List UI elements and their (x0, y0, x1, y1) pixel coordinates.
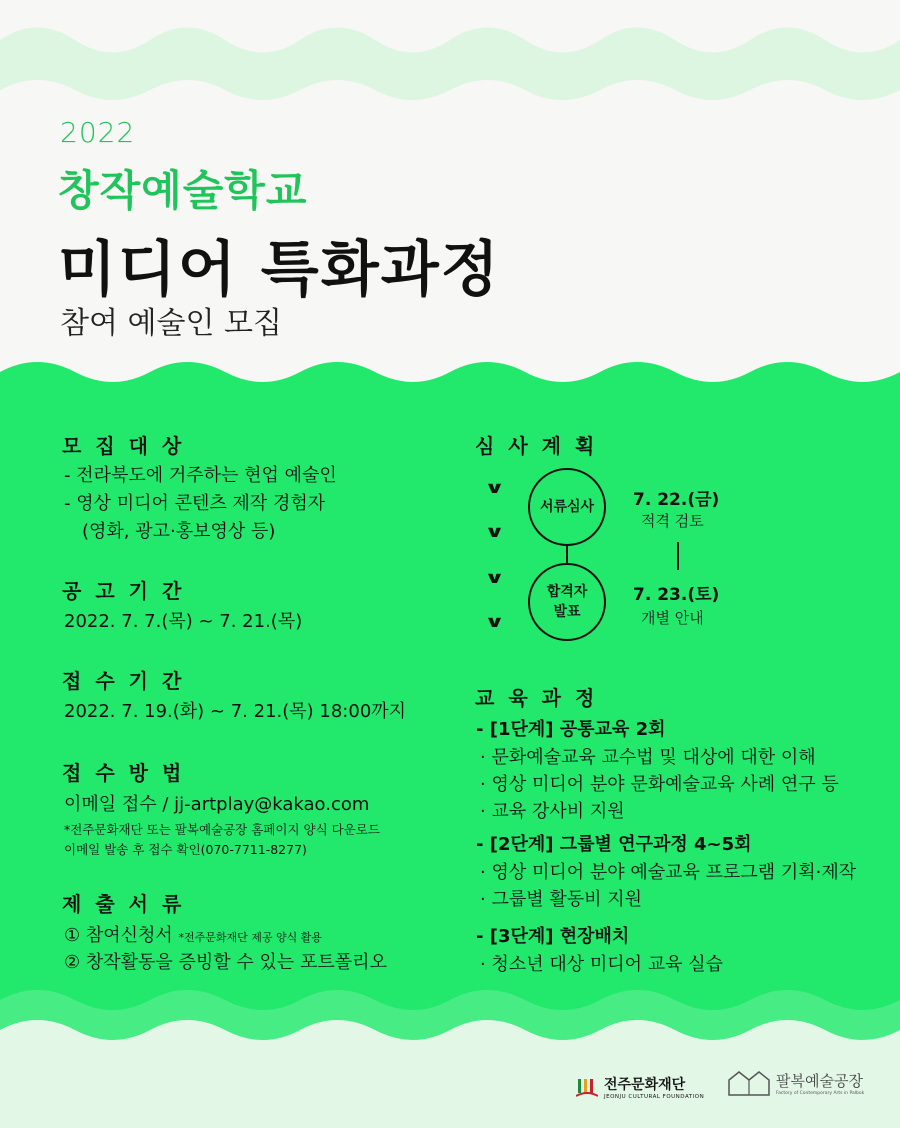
chevron-down-icon: ∨ (484, 522, 505, 541)
review-step-1-desc: 적격 검토 (641, 512, 704, 530)
review-step-1-date: 7. 22.(금) (633, 490, 720, 510)
notice-period-value: 2022. 7. 7.(목) ~ 7. 21.(목) (64, 611, 303, 632)
subtitle: 참여 예술인 모집 (60, 306, 282, 341)
jeonju-cultural-foundation-logo (576, 1074, 704, 1100)
curriculum-stage-1-item: · 문화예술교육 교수법 및 대상에 대한 이해 (480, 747, 816, 768)
top-wave (0, 28, 900, 101)
documents-item-2: ② 창작활동을 증빙할 수 있는 포트폴리오 (64, 952, 387, 973)
documents-title: 제출서류 (62, 892, 196, 916)
review-step-1-label: 서류심사 (539, 498, 595, 515)
documents-item-1-note: *전주문화재단 제공 양식 활용 (178, 931, 323, 944)
title-main: 창작예술학교 (58, 166, 308, 215)
apply-period-value: 2022. 7. 19.(화) ~ 7. 21.(목) 18:00까지 (64, 701, 407, 722)
target-item-1: - 전라북도에 거주하는 현업 예술인 (64, 465, 337, 486)
apply-method-value: 이메일 접수 / jj-artplay@kakao.com (64, 794, 370, 815)
review-title: 심사계획 (475, 434, 609, 458)
logo2-name: 팔복예술공장 (776, 1072, 863, 1090)
review-step-2-label (547, 582, 588, 623)
documents-item-1-label: ① 참여신청서 (64, 925, 173, 946)
curriculum-stage-1-item: · 영상 미디어 분야 문화예술교육 사례 연구 등 (480, 774, 839, 795)
review-step-2 (528, 563, 606, 641)
apply-method-title: 접수방법 (62, 761, 196, 785)
review-step-2-line-2: 발표 (553, 604, 581, 620)
foundation-mark-icon (576, 1076, 598, 1098)
chevron-down-icon: ∨ (484, 612, 505, 631)
curriculum-stage-3-item: · 청소년 대상 미디어 교육 실습 (480, 954, 723, 975)
apply-method-note-2: 이메일 발송 후 접수 확인(070-7711-8277) (64, 842, 307, 857)
logo2-sub: Factory of Contemporary Arts in Palbok (776, 1091, 865, 1096)
curriculum-stage-2-item: · 그룹별 활동비 지원 (480, 889, 642, 910)
review-step-2-line-1: 합격자 (546, 583, 588, 600)
curriculum-stage-1: - [1단계] 공통교육 2회 (476, 719, 666, 740)
documents-item-1 (64, 921, 322, 947)
curriculum-stage-2-item: · 영상 미디어 분야 예술교육 프로그램 기획·제작 (480, 862, 857, 883)
factory-roof-icon (728, 1070, 770, 1096)
review-step-2-date: 7. 23.(토) (633, 585, 720, 605)
target-item-2: - 영상 미디어 콘텐츠 제작 경험자 (64, 493, 326, 514)
palbok-art-factory-logo (728, 1070, 864, 1096)
target-item-3: (영화, 광고·홍보영상 등) (82, 521, 276, 542)
review-step-1 (528, 468, 606, 546)
chevron-down-icon: ∨ (484, 568, 505, 587)
curriculum-title: 교육과정 (475, 686, 609, 710)
notice-period-title: 공고기간 (62, 579, 196, 603)
review-step-2-desc: 개별 안내 (641, 609, 704, 627)
title-sub: 미디어 특화과정 (58, 235, 501, 305)
curriculum-stage-3: - [3단계] 현장배치 (476, 926, 630, 947)
curriculum-stage-1-item: · 교육 강사비 지원 (480, 801, 625, 822)
curriculum-stage-2: - [2단계] 그룹별 연구과정 4~5회 (476, 834, 752, 855)
logo1-sub: JEONJU CULTURAL FOUNDATION (604, 1094, 705, 1100)
apply-method-note-1: *전주문화재단 또는 팔복예술공장 홈페이지 양식 다운로드 (64, 822, 380, 837)
target-title: 모집대상 (62, 434, 196, 458)
year: 2022 (60, 116, 136, 149)
apply-period-title: 접수기간 (62, 669, 196, 693)
chevron-down-icon: ∨ (484, 478, 505, 497)
logo1-name: 전주문화재단 (604, 1077, 686, 1093)
